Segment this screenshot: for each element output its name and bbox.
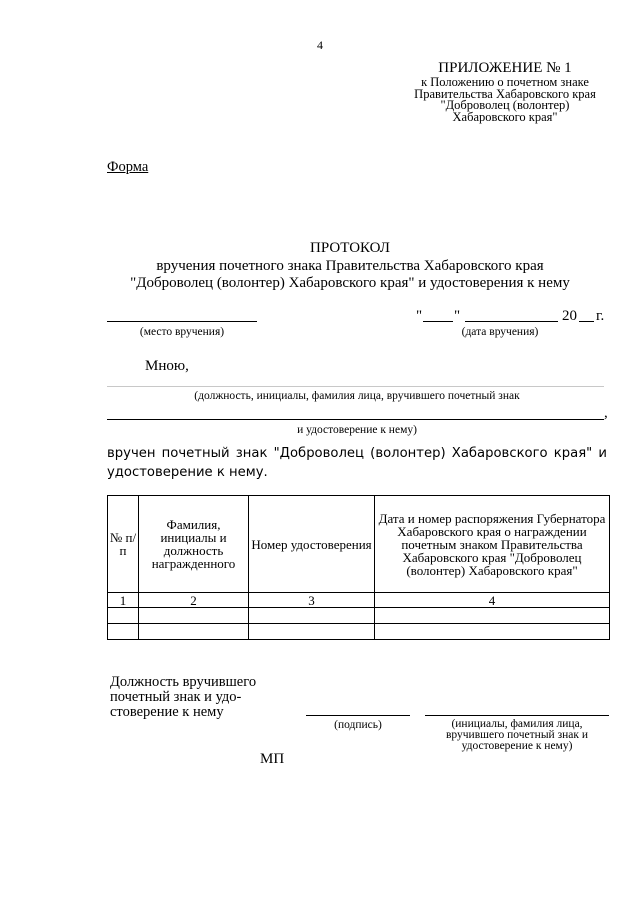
table-cell: [108, 624, 139, 640]
awarder-position-line: Должность вручившего: [110, 674, 257, 690]
awarder-position-label: [110, 675, 256, 720]
table-cell: [139, 608, 249, 624]
name-caption: [425, 719, 609, 752]
awarder-position-line: почетный знак и удо-: [110, 689, 242, 705]
table-number-cell: 4: [375, 593, 610, 608]
protocol-title: ПРОТОКОЛ: [310, 240, 390, 256]
signature-caption: (подпись): [334, 719, 382, 731]
place-caption: (место вручения): [139, 326, 225, 338]
date-caption: (дата вручения): [461, 326, 539, 338]
year-suffix: г.: [596, 308, 605, 324]
place-line: [107, 321, 257, 322]
table-row: [108, 624, 610, 640]
table-number-cell: 3: [249, 593, 375, 608]
table-header-cell: Дата и номер распоряжения Губернатора Хабаровского края о награждении почетным знаком Правительства Хабаровского края "Доброволец (волонтер) Хабаровского края": [375, 496, 610, 593]
table-header-cell: Фамилия, инициалы и должность награжденного: [139, 496, 249, 593]
year-line: [579, 321, 594, 322]
appendix-title: ПРИЛОЖЕНИЕ № 1: [438, 60, 572, 76]
table-cell: [108, 608, 139, 624]
name-caption-line: удостоверение к нему): [461, 740, 573, 752]
name-caption-line: вручившего почетный знак и: [445, 729, 588, 741]
signature-line: [306, 715, 410, 716]
table-cell: [375, 608, 610, 624]
appendix-line: Хабаровского края": [452, 109, 558, 124]
awarder-position-line: стоверение к нему: [110, 704, 224, 720]
table-cell: [375, 624, 610, 640]
award-table: [107, 495, 610, 640]
table-header-cell: Номер удостоверения: [249, 496, 375, 593]
table-cell: [249, 624, 375, 640]
table-number-cell: 2: [139, 593, 249, 608]
table-header-cell: № п/п: [108, 496, 139, 593]
awarder-line-1: [107, 386, 604, 387]
awarder-caption-2: и удостоверение к нему): [297, 424, 417, 436]
date-close-quote: ": [454, 308, 461, 324]
appendix-line: Правительства Хабаровского края: [414, 86, 596, 101]
awarder-caption-1: (должность, инициалы, фамилия лица, вручившего почетный знак: [194, 390, 520, 402]
year-prefix: 20: [562, 308, 577, 324]
page-number: 4: [317, 38, 323, 52]
table-cell: [139, 624, 249, 640]
awarder-comma: ,: [604, 405, 608, 421]
appendix-line: к Положению о почетном знаке: [421, 75, 589, 89]
awarder-line-2: [107, 419, 604, 420]
date-open-quote: ": [416, 308, 423, 324]
day-line: [423, 321, 453, 322]
table-row: [108, 608, 610, 624]
protocol-subtitle-line: "Доброволец (волонтер) Хабаровского края" и удостоверения к нему: [130, 275, 570, 291]
month-line: [465, 321, 558, 322]
table-cell: [249, 608, 375, 624]
appendix-header: [390, 60, 620, 123]
form-label: Форма: [107, 159, 149, 175]
protocol-subtitle-line: вручения почетного знака Правительства Хабаровского края: [156, 258, 544, 274]
name-caption-line: (инициалы, фамилия лица,: [451, 718, 583, 730]
appendix-line: "Доброволец (волонтер): [440, 98, 570, 112]
table-number-row: [108, 593, 610, 608]
award-statement: вручен почетный знак "Доброволец (волонтер) Хабаровского края" и удостоверение к нему.: [107, 446, 607, 480]
protocol-subtitle: [0, 258, 640, 292]
stamp-placeholder: МП: [260, 751, 285, 767]
name-line: [425, 715, 609, 716]
table-header-row: [108, 496, 610, 593]
awarder-intro: Мною,: [145, 358, 189, 374]
table-number-cell: 1: [108, 593, 139, 608]
